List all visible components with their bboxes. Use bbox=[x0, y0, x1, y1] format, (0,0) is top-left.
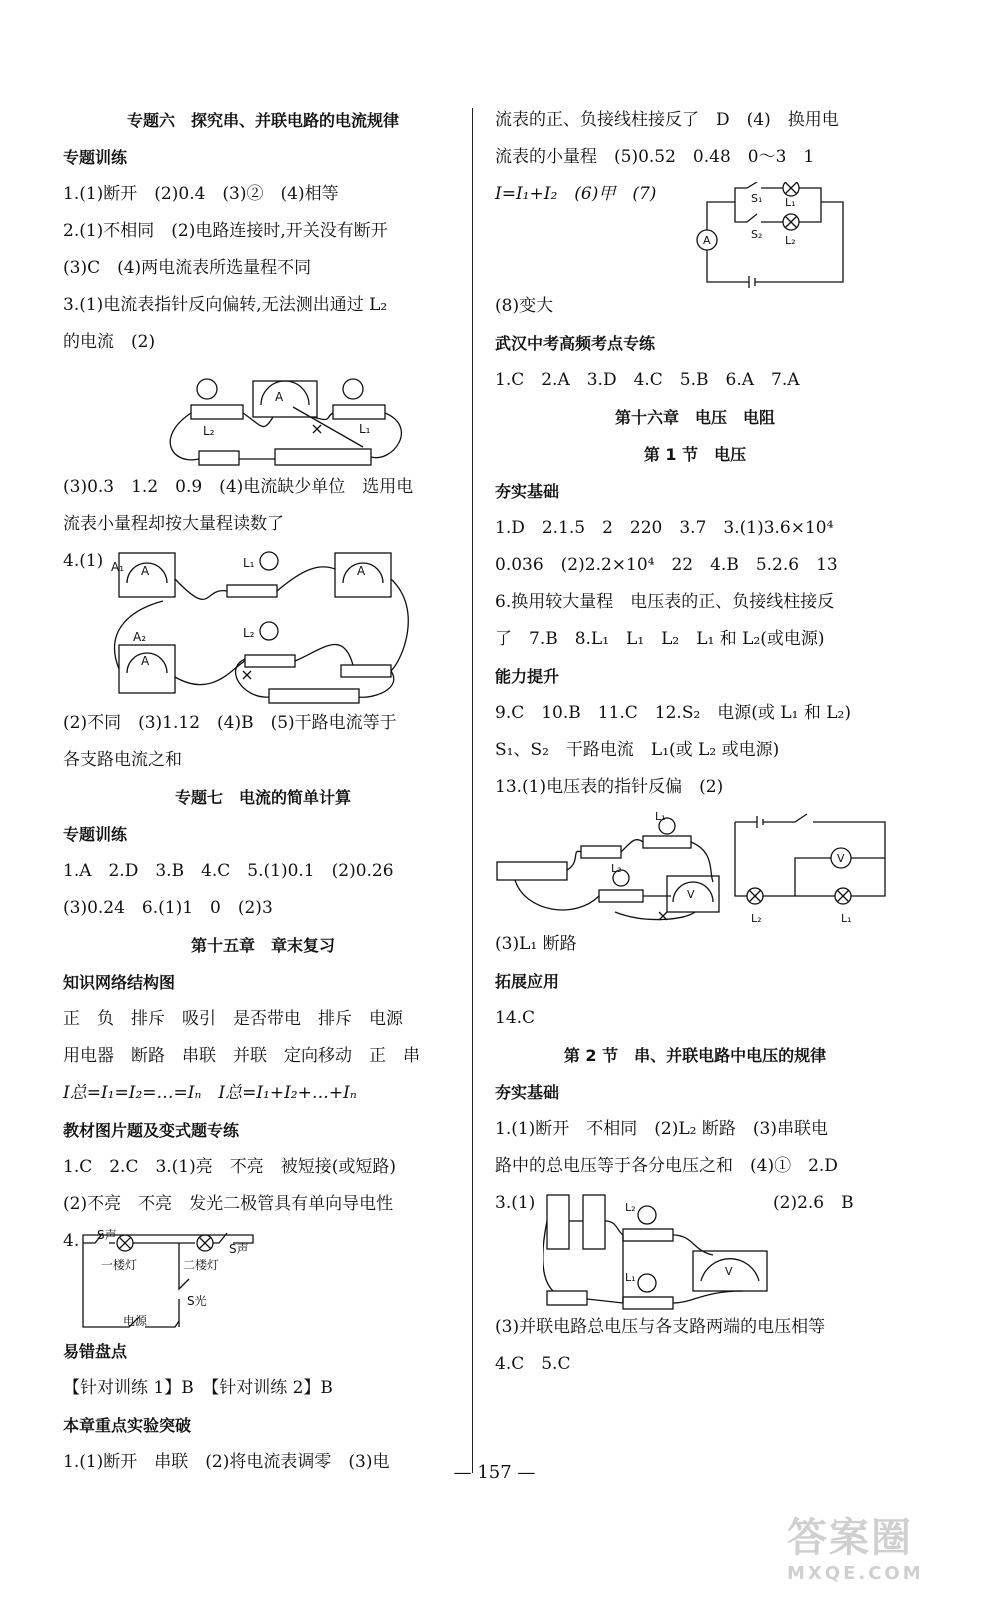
subheading-training: 专题训练 bbox=[63, 825, 128, 844]
circuit-figure-parallel-ammeter bbox=[695, 182, 855, 294]
answer-line: (8)变大 bbox=[495, 296, 554, 316]
answer-line: 流表小量程却按大量程读数了 bbox=[63, 514, 284, 534]
formula-line: I总=I₁=I₂=…=Iₙ I总=I₁+I₂+…+Iₙ bbox=[63, 1083, 357, 1103]
circuit-figure-q4 bbox=[103, 549, 463, 711]
section-title-topic6: 专题六 探究串、并联电路的电流规律 bbox=[126, 111, 399, 130]
answer-line: 流表的小量程 (5)0.52 0.48 0～3 1 bbox=[495, 147, 815, 167]
lamp-label-l1: L₁ bbox=[785, 196, 796, 209]
subheading-wuhan-exam: 武汉中考高频考点专练 bbox=[495, 334, 656, 353]
answer-line: (2)不同 (3)1.12 (4)B (5)干路电流等于 bbox=[63, 713, 397, 733]
switch-label-s1: S₁ bbox=[751, 192, 763, 205]
r3-row bbox=[495, 182, 895, 294]
lamp-label-second-floor: 二楼灯 bbox=[183, 1258, 220, 1272]
lamp-label-l1: L₁ bbox=[243, 556, 255, 570]
answer-line: 路中的总电压等于各分电压之和 (4)① 2.D bbox=[495, 1156, 838, 1176]
answer-line: 0.036 (2)2.2×10⁴ 22 4.B 5.2.6 13 bbox=[495, 555, 838, 575]
answer-line: (2)不亮 不亮 发光二极管具有单向导电性 bbox=[63, 1194, 394, 1214]
lamp-label-l1: L₁ bbox=[625, 1271, 636, 1284]
answer-line: 1.D 2.1.5 2 220 3.7 3.(1)3.6×10⁴ bbox=[495, 518, 834, 538]
answer-line: 1.A 2.D 3.B 4.C 5.(1)0.1 (2)0.26 bbox=[63, 861, 394, 881]
answer-line: 各支路电流之和 bbox=[63, 750, 182, 770]
section1-title: 第 1 节 电压 bbox=[643, 445, 747, 464]
voltmeter-label: V bbox=[837, 852, 845, 865]
answer-line: 1.C 2.C 3.(1)亮 不亮 被短接(或短路) bbox=[63, 1157, 397, 1177]
lamp-label-l1: L₁ bbox=[841, 912, 852, 925]
lamp-label-l2: L₂ bbox=[203, 424, 215, 438]
lamp-label-l2: L₂ bbox=[243, 626, 255, 640]
answer-line: S₁、S₂ 干路电流 L₁(或 L₂ 或电源) bbox=[495, 740, 780, 760]
left-column bbox=[63, 108, 463, 1487]
ammeter-label: A bbox=[141, 564, 150, 578]
tc-q4-row bbox=[63, 1229, 463, 1339]
section2-title: 第 2 节 串、并联电路中电压的规律 bbox=[563, 1046, 827, 1065]
answer-line: 6.换用较大量程 电压表的正、负接线柱接反 bbox=[495, 592, 835, 612]
switch-label: S声 bbox=[97, 1229, 117, 1242]
subheading-ability: 能力提升 bbox=[495, 667, 560, 686]
ammeter-label: A bbox=[275, 390, 284, 404]
ammeter-label: A bbox=[357, 564, 366, 578]
answer-line: 14.C bbox=[495, 1008, 536, 1028]
answer-line: 4.(1) bbox=[63, 551, 104, 571]
switch-label: S光 bbox=[187, 1294, 207, 1308]
circuit-figure-stair-lights bbox=[79, 1229, 279, 1339]
subheading-error-prone: 易错盘点 bbox=[63, 1342, 128, 1361]
answer-line: 13.(1)电压表的指针反偏 (2) bbox=[495, 777, 724, 797]
answer-line: 了 7.B 8.L₁ L₁ L₂ L₁ 和 L₂(或电源) bbox=[495, 629, 825, 649]
right-column bbox=[495, 108, 895, 1389]
answer-line: (3)0.24 6.(1)1 0 (2)3 bbox=[63, 898, 273, 918]
answer-line: (3)L₁ 断路 bbox=[495, 934, 577, 954]
subheading-key-experiments: 本章重点实验突破 bbox=[63, 1416, 192, 1435]
subheading-extension: 拓展应用 bbox=[495, 972, 560, 991]
section-title-topic7: 专题七 电流的简单计算 bbox=[174, 788, 351, 807]
power-label: 电源 bbox=[123, 1314, 148, 1328]
answer-line: 1.(1)断开 (2)0.4 (3)② (4)相等 bbox=[63, 184, 339, 204]
voltmeter-label: V bbox=[687, 888, 695, 901]
ammeter-label-a2: A₂ bbox=[133, 630, 147, 644]
subheading-foundation: 夯实基础 bbox=[495, 1083, 560, 1102]
answer-line: (2)2.6 B bbox=[773, 1193, 854, 1213]
answer-line: 9.C 10.B 11.C 12.S₂ 电源(或 L₁ 和 L₂) bbox=[495, 703, 851, 723]
switch-label-s2: S₂ bbox=[751, 228, 763, 241]
chapter15-title: 第十五章 章末复习 bbox=[190, 936, 335, 955]
answer-line: 1.C 2.A 3.D 4.C 5.B 6.A 7.A bbox=[495, 370, 800, 390]
answer-line: 4. bbox=[63, 1231, 80, 1251]
switch-label: S声 bbox=[229, 1242, 249, 1256]
answer-line: 2.(1)不相同 (2)电路连接时,开关没有断开 bbox=[63, 221, 388, 241]
answer-line: 3.(1)电流表指针反向偏转,无法测出通过 L₂ bbox=[63, 295, 388, 315]
answer-line: 1.(1)断开 不相同 (2)L₂ 断路 (3)串联电 bbox=[495, 1119, 828, 1139]
circuit-figure-q13 bbox=[495, 812, 895, 932]
answer-line: (3)0.3 1.2 0.9 (4)电流缺少单位 选用电 bbox=[63, 477, 414, 497]
voltmeter-label: V bbox=[725, 1265, 733, 1278]
circuit-figure-q3 bbox=[63, 367, 463, 475]
answer-line: 的电流 (2) bbox=[63, 332, 156, 352]
answer-line: I=I₁+I₂ (6)甲 (7) bbox=[495, 184, 657, 204]
answer-line: 流表的正、负接线柱接反了 D (4) 换用电 bbox=[495, 110, 839, 130]
answer-line: 4.C 5.C bbox=[495, 1354, 571, 1374]
lamp-label-l2: L₂ bbox=[625, 1201, 636, 1214]
lamp-label-l2: L₂ bbox=[751, 912, 762, 925]
watermark-text: 答案圈 bbox=[787, 1515, 913, 1561]
lamp-label-first-floor: 一楼灯 bbox=[101, 1258, 138, 1272]
lamp-label-l1: L₁ bbox=[359, 422, 371, 436]
subheading-knowledge-network: 知识网络结构图 bbox=[63, 973, 176, 992]
answer-line: 1.(1)断开 串联 (2)将电流表调零 (3)电 bbox=[63, 1452, 390, 1472]
chapter16-title: 第十六章 电压 电阻 bbox=[614, 408, 775, 427]
subheading-textbook-figures: 教材图片题及变式题专练 bbox=[63, 1121, 240, 1140]
watermark-logo bbox=[787, 1506, 967, 1586]
subheading-training: 专题训练 bbox=[63, 148, 128, 167]
answer-line: 用电器 断路 串联 并联 定向移动 正 串 bbox=[63, 1046, 420, 1066]
column-divider bbox=[472, 108, 473, 1473]
ammeter-label-a1: A₁ bbox=[111, 560, 125, 574]
lamp-label-l2: L₂ bbox=[611, 862, 622, 875]
circuit-figure-s2-q3 bbox=[543, 1191, 773, 1315]
answer-line: 3.(1) bbox=[495, 1193, 536, 1213]
s2-q3-row bbox=[495, 1191, 895, 1315]
lamp-label-l2: L₂ bbox=[785, 234, 796, 247]
ammeter-label: A bbox=[141, 654, 150, 668]
answer-line: (3)C (4)两电流表所选量程不同 bbox=[63, 258, 312, 278]
ammeter-label: A bbox=[703, 234, 711, 247]
watermark-url: MXQE.COM bbox=[787, 1563, 924, 1584]
q4-row bbox=[63, 549, 463, 711]
answer-line: 正 负 排斥 吸引 是否带电 排斥 电源 bbox=[63, 1009, 403, 1029]
subheading-foundation: 夯实基础 bbox=[495, 482, 560, 501]
answer-line: (3)并联电路总电压与各支路两端的电压相等 bbox=[495, 1317, 826, 1337]
page-number: — 157 — bbox=[453, 1462, 536, 1483]
answer-line: 【针对训练 1】B 【针对训练 2】B bbox=[63, 1378, 333, 1398]
lamp-label-l1: L₁ bbox=[655, 812, 666, 823]
